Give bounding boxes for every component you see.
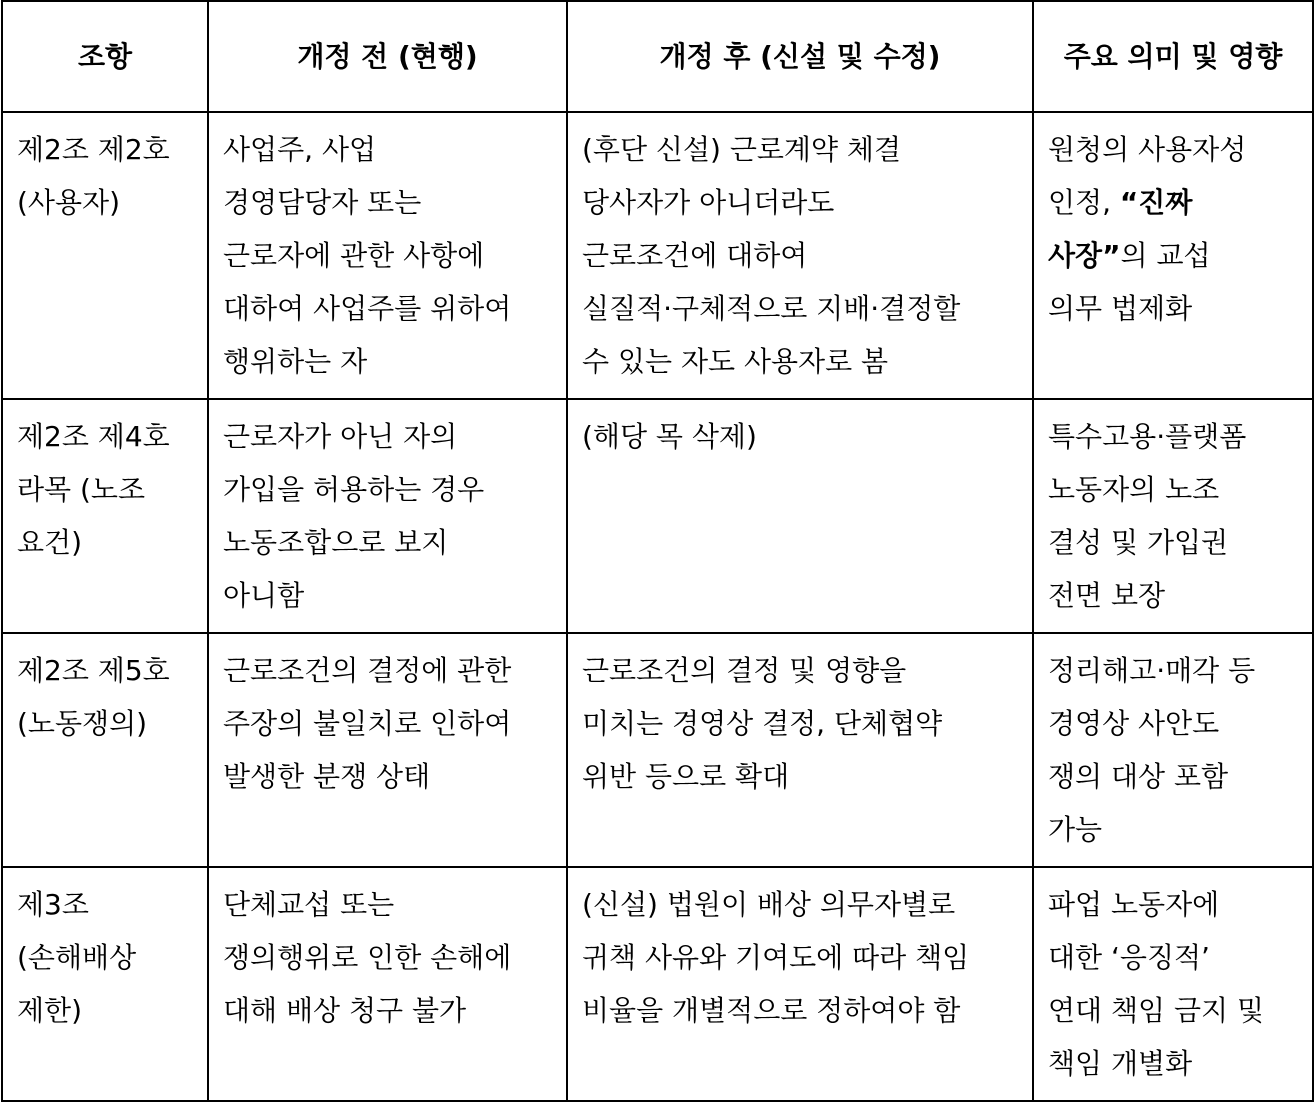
cell-line: 가능 <box>1048 813 1103 846</box>
cell-line: 대한 ‘응징적’ <box>1048 941 1210 974</box>
cell-line: 원청의 사용자성 <box>1048 133 1247 166</box>
header-row <box>2 1 1313 112</box>
table-row <box>2 633 1313 867</box>
emphasis-text: 사장” <box>1048 239 1121 272</box>
cell-line: 제2조 제4호 <box>17 420 170 453</box>
cell-line: (손해배상 <box>17 941 137 974</box>
cell-text: 인정, <box>1048 186 1120 219</box>
cell-line: 경영상 사안도 <box>1048 707 1220 740</box>
cell-line: 단체교섭 또는 <box>223 888 395 921</box>
table-row <box>2 399 1313 633</box>
cell-after <box>567 867 1033 1101</box>
cell-after <box>567 633 1033 867</box>
cell-line: 귀책 사유와 기여도에 따라 책임 <box>582 941 970 974</box>
cell-line: 근로조건의 결정에 관한 <box>223 654 512 687</box>
cell-line: 쟁의행위로 인한 손해에 <box>223 941 512 974</box>
cell-line <box>1048 176 1298 229</box>
table-row <box>2 867 1313 1101</box>
cell-line: 실질적·구체적으로 지배·결정할 <box>582 292 961 325</box>
emphasis-text: “진짜 <box>1119 186 1193 219</box>
cell-line: 제한) <box>17 994 83 1027</box>
cell-line: (해당 목 삭제) <box>582 420 757 453</box>
cell-line: 근로조건에 대하여 <box>582 239 808 272</box>
cell-before <box>208 633 567 867</box>
cell-line: 발생한 분쟁 상태 <box>223 760 431 793</box>
cell-line: 요건) <box>17 526 83 559</box>
cell-line: 의무 법제화 <box>1048 292 1193 325</box>
cell-line: 라목 (노조 <box>17 473 146 506</box>
cell-article <box>2 399 208 633</box>
cell-article <box>2 867 208 1101</box>
cell-line: 파업 노동자에 <box>1048 888 1220 921</box>
cell-line: 제3조 <box>17 888 89 921</box>
cell-line: (신설) 법원이 배상 의무자별로 <box>582 888 956 921</box>
cell-line: 책임 개별화 <box>1048 1047 1193 1080</box>
cell-line: 제2조 제2호 <box>17 133 170 166</box>
cell-line: 대해 배상 청구 불가 <box>223 994 467 1027</box>
header-article: 조항 <box>2 1 208 112</box>
cell-line: 특수고용·플랫폼 <box>1048 420 1247 453</box>
cell-impact <box>1033 633 1313 867</box>
cell-article <box>2 112 208 399</box>
cell-line: 제2조 제5호 <box>17 654 170 687</box>
cell-line: 수 있는 자도 사용자로 봄 <box>582 345 889 378</box>
cell-line <box>1048 229 1298 282</box>
cell-line: (사용자) <box>17 186 120 219</box>
cell-line: 근로자가 아닌 자의 <box>223 420 458 453</box>
cell-line: (노동쟁의) <box>17 707 148 740</box>
header-before: 개정 전 (현행) <box>208 1 567 112</box>
cell-line: 대하여 사업주를 위하여 <box>223 292 512 325</box>
cell-line: 노동자의 노조 <box>1048 473 1220 506</box>
cell-before <box>208 867 567 1101</box>
cell-line: 전면 보장 <box>1048 579 1166 612</box>
cell-line: 아니함 <box>223 579 305 612</box>
cell-line: 가입을 허용하는 경우 <box>223 473 485 506</box>
cell-line: 결성 및 가입권 <box>1048 526 1229 559</box>
cell-text: 의 교섭 <box>1120 239 1211 272</box>
cell-line: 연대 책임 금지 및 <box>1048 994 1265 1027</box>
cell-before <box>208 399 567 633</box>
cell-line: 근로조건의 결정 및 영향을 <box>582 654 907 687</box>
cell-line: 사업주, 사업 <box>223 133 377 166</box>
cell-line: (후단 신설) 근로계약 체결 <box>582 133 902 166</box>
cell-line: 근로자에 관한 사항에 <box>223 239 485 272</box>
cell-after <box>567 399 1033 633</box>
cell-line: 정리해고·매각 등 <box>1048 654 1256 687</box>
table-row <box>2 112 1313 399</box>
cell-line: 미치는 경영상 결정, 단체협약 <box>582 707 943 740</box>
header-after: 개정 후 (신설 및 수정) <box>567 1 1033 112</box>
cell-impact <box>1033 399 1313 633</box>
cell-before <box>208 112 567 399</box>
cell-impact <box>1033 867 1313 1101</box>
cell-article <box>2 633 208 867</box>
cell-line: 노동조합으로 보지 <box>223 526 449 559</box>
cell-impact <box>1033 112 1313 399</box>
cell-line: 주장의 불일치로 인하여 <box>223 707 512 740</box>
cell-after <box>567 112 1033 399</box>
header-impact: 주요 의미 및 영향 <box>1033 1 1313 112</box>
cell-line: 쟁의 대상 포함 <box>1048 760 1229 793</box>
cell-line: 행위하는 자 <box>223 345 368 378</box>
cell-line: 위반 등으로 확대 <box>582 760 790 793</box>
cell-line: 경영담당자 또는 <box>223 186 422 219</box>
cell-line: 당사자가 아니더라도 <box>582 186 835 219</box>
cell-line: 비율을 개별적으로 정하여야 함 <box>582 994 961 1027</box>
amendment-comparison-table <box>1 0 1314 1102</box>
